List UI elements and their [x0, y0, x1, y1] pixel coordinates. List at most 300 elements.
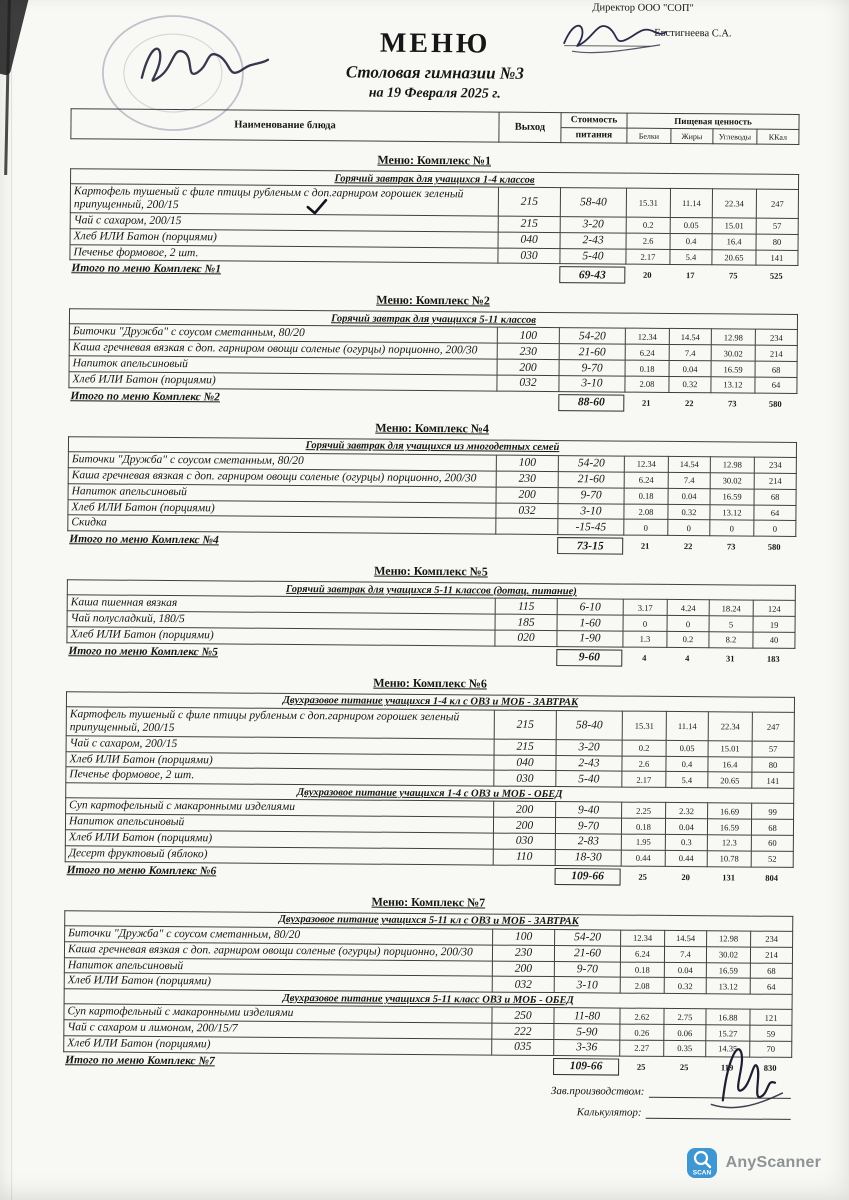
- total-protein: 21: [642, 397, 651, 408]
- kcal-cell: 214: [754, 473, 796, 489]
- total-label: Итого по меню Комплекс №2: [70, 390, 221, 404]
- carb-cell: 12.98: [707, 930, 751, 946]
- menu-complexes: [63, 150, 798, 1077]
- carb-cell: 16.69: [708, 803, 752, 819]
- fat-cell: 4.24: [667, 600, 709, 616]
- kcal-cell: 141: [752, 772, 794, 788]
- carb-cell: 13.12: [710, 504, 754, 520]
- carb-cell: 22.34: [712, 189, 756, 218]
- protein-cell: 0.18: [621, 818, 665, 834]
- total-cost: 88-60: [558, 394, 624, 412]
- carb-cell: 22.34: [708, 712, 752, 741]
- fat-cell: 7.4: [664, 946, 706, 962]
- carb-cell: 16.59: [711, 361, 755, 377]
- director-title: Директор ООО "СОП": [592, 2, 694, 15]
- output-cell: 215: [498, 187, 560, 216]
- kcal-cell: 64: [754, 505, 796, 521]
- dish-name-cell: Напиток апельсиновый: [64, 957, 492, 976]
- director-name: Евстигнеева С.А.: [654, 27, 732, 40]
- kcal-cell: 57: [752, 741, 794, 757]
- dish-name-cell: Хлеб ИЛИ Батон (порциями): [64, 1036, 492, 1055]
- complex-table: [68, 309, 798, 394]
- total-protein: 20: [643, 270, 652, 281]
- total-carb: 31: [726, 653, 735, 664]
- kcal-cell: 68: [750, 963, 792, 979]
- dish-name-cell: Суп картофельный с макаронными изделиями: [64, 1004, 492, 1023]
- dish-name-cell: Каша гречневая вязкая с доп. гарниром овощи соленые (огурцы) порционно, 200/30: [64, 941, 492, 960]
- total-cost: 73-15: [557, 537, 623, 555]
- kcal-cell: 124: [753, 600, 795, 616]
- kcal-cell: 214: [750, 947, 792, 963]
- carb-cell: 13.12: [711, 377, 755, 393]
- complex-title: Меню: Комплекс №5: [374, 563, 488, 579]
- cost-cell: 9-70: [555, 818, 621, 834]
- kcal-cell: 64: [755, 377, 797, 393]
- total-carb: 73: [728, 398, 737, 409]
- output-cell: 032: [496, 503, 558, 519]
- kcal-cell: 247: [756, 189, 798, 218]
- fat-cell: 11.14: [666, 711, 708, 740]
- kcal-cell: 0: [754, 520, 796, 536]
- carb-cell: 16.59: [707, 819, 751, 835]
- menu-complex: [63, 892, 792, 1077]
- carb-cell: 13.12: [706, 978, 750, 994]
- section-header: Двухразовое питание учащихся 5-11 класс ОВЗ и МОБ - ОБЕД: [64, 989, 792, 1010]
- total-label: Итого по меню Комплекс №7: [65, 1054, 215, 1068]
- protein-cell: 12.34: [625, 328, 669, 344]
- protein-cell: 6.24: [625, 344, 669, 360]
- svg-text:SCAN: SCAN: [692, 1169, 711, 1177]
- carb-cell: 16.4: [708, 756, 752, 772]
- carb-cell: 10.78: [707, 851, 751, 867]
- protein-cell: 2.62: [620, 1008, 664, 1024]
- cost-cell: 58-40: [556, 710, 622, 739]
- protein-cell: 0.2: [626, 217, 670, 233]
- fat-cell: 5.4: [666, 772, 708, 788]
- menu-complex: [69, 150, 798, 285]
- total-cost: 9-60: [556, 649, 622, 667]
- fat-cell: 0.32: [668, 504, 710, 520]
- fat-cell: 0: [668, 520, 710, 536]
- protein-cell: 0: [624, 519, 668, 535]
- output-cell: 032: [492, 976, 554, 992]
- complex-table: [66, 579, 796, 648]
- carb-cell: 30.02: [711, 345, 755, 361]
- cost-cell: 3-10: [554, 977, 620, 993]
- output-cell: 115: [495, 598, 557, 614]
- output-cell: 200: [494, 801, 556, 817]
- output-cell: 100: [493, 929, 555, 945]
- output-cell: 030: [493, 833, 555, 849]
- cost-cell: 3-20: [556, 739, 622, 755]
- cost-cell: 5-90: [554, 1024, 620, 1040]
- section-header: Двухразовое питание учащихся 1-4 с ОВЗ и МОБ - ОБЕД: [66, 783, 794, 804]
- cost-cell: 6-10: [557, 599, 623, 615]
- total-fat: 4: [685, 652, 690, 663]
- calculator-label: Калькулятор:: [576, 1106, 642, 1119]
- protein-cell: 2.17: [626, 249, 670, 265]
- anyscanner-watermark: [687, 1148, 821, 1178]
- dish-name-cell: Напиток апельсиновый: [68, 483, 496, 502]
- carb-cell: 12.3: [707, 835, 751, 851]
- total-fat: 22: [685, 397, 694, 409]
- total-kcal: 804: [765, 872, 779, 883]
- dish-name-cell: Хлеб ИЛИ Батон (порциями): [64, 973, 492, 992]
- output-cell: 032: [497, 375, 559, 391]
- protein-cell: 0.18: [624, 488, 668, 504]
- cost-cell: 9-70: [559, 360, 625, 376]
- manager-signature: [693, 1034, 790, 1115]
- cost-cell: 18-30: [555, 849, 621, 865]
- menu-content: [63, 108, 799, 1129]
- carb-cell: 20.65: [712, 249, 756, 265]
- output-cell: 035: [492, 1039, 554, 1055]
- dish-name-cell: Хлеб ИЛИ Батон (порциями): [69, 372, 497, 391]
- menu-table-header: [70, 108, 799, 145]
- menu-complex: [66, 561, 795, 667]
- output-cell: 230: [492, 945, 554, 961]
- dish-name-cell: Хлеб ИЛИ Батон (порциями): [66, 751, 494, 770]
- fat-cell: 0.04: [665, 819, 707, 835]
- carb-cell: 15.01: [712, 218, 756, 234]
- total-label: Итого по меню Комплекс №1: [71, 262, 222, 276]
- total-cost: 109-66: [553, 1058, 619, 1076]
- complex-title: Меню: Комплекс №2: [376, 293, 490, 308]
- total-row: [63, 1054, 791, 1077]
- cost-cell: 1-60: [557, 615, 623, 631]
- carb-cell: 15.27: [706, 1025, 750, 1041]
- kcal-cell: 68: [751, 819, 793, 835]
- kcal-cell: 57: [756, 218, 798, 234]
- doc-title: МЕНЮ: [379, 27, 491, 60]
- fat-cell: 11.14: [670, 188, 712, 217]
- kcal-cell: 234: [755, 329, 797, 345]
- cost-cell: 21-60: [558, 471, 624, 487]
- protein-cell: 0.18: [620, 962, 664, 978]
- output-cell: 030: [494, 770, 556, 786]
- col-header-carbs: Углеводы: [713, 129, 757, 144]
- dish-name-cell: Каша гречневая вязкая с доп. гарниром овощи соленые (огурцы) порционно, 200/30: [69, 340, 497, 359]
- dish-name-cell: Печенье формовое, 2 шт.: [70, 244, 498, 263]
- cost-cell: 54-20: [559, 328, 625, 344]
- cost-cell: 9-70: [558, 487, 624, 503]
- section-header: Горячий завтрак для учащихся 1-4 классов: [71, 169, 799, 190]
- complex-table: [63, 910, 793, 1058]
- output-cell: 020: [495, 630, 557, 646]
- total-row: [65, 864, 793, 887]
- anyscanner-icon: [687, 1148, 717, 1178]
- output-cell: 215: [498, 216, 560, 232]
- fat-cell: 5.4: [670, 249, 712, 265]
- output-cell: 215: [494, 739, 556, 755]
- fat-cell: 0.4: [670, 233, 712, 249]
- kcal-cell: 234: [751, 931, 793, 947]
- col-header-cost-bottom: питания: [561, 128, 627, 144]
- cost-cell: -15-45: [558, 519, 624, 535]
- fat-cell: 0.04: [664, 962, 706, 978]
- total-carb: 131: [722, 872, 736, 883]
- fat-cell: 0.2: [667, 631, 709, 647]
- fat-cell: 0: [667, 616, 709, 632]
- total-cost: 69-43: [559, 266, 625, 284]
- dish-name-cell: Напиток апельсиновый: [69, 356, 497, 375]
- anyscanner-label: AnyScanner: [725, 1154, 821, 1171]
- section-header: Двухразовое питание учащихся 1-4 кл с ОВЗ и МОБ - ЗАВТРАК: [66, 692, 794, 713]
- kcal-cell: 19: [753, 616, 795, 632]
- fat-cell: 0.32: [664, 978, 706, 994]
- dish-name-cell: Хлеб ИЛИ Батон (порциями): [70, 228, 498, 247]
- total-kcal: 580: [767, 541, 781, 553]
- dish-name-cell: Биточки "Дружба" с соусом сметанным, 80/20: [68, 452, 496, 471]
- kcal-cell: 52: [751, 851, 793, 867]
- protein-cell: 2.6: [622, 756, 666, 772]
- magnifier-icon: [687, 1148, 717, 1178]
- fat-cell: 0.3: [665, 834, 707, 850]
- col-header-dish: Наименование блюда: [71, 109, 499, 142]
- dish-name-cell: Хлеб ИЛИ Батон (порциями): [68, 499, 496, 518]
- fat-cell: 0.05: [670, 217, 712, 233]
- dish-name-cell: Суп картофельный с макаронными изделиями: [66, 798, 494, 817]
- output-cell: 200: [492, 961, 554, 977]
- protein-cell: 2.08: [620, 977, 664, 993]
- total-kcal: 830: [763, 1062, 777, 1073]
- title-block: [71, 25, 800, 105]
- total-row: [67, 533, 795, 556]
- output-cell: 100: [497, 327, 559, 343]
- protein-cell: 0: [623, 615, 667, 631]
- cost-cell: 21-60: [559, 344, 625, 360]
- menu-complex: [68, 291, 797, 413]
- dish-name-cell: Хлеб ИЛИ Батон (порциями): [67, 627, 495, 646]
- fat-cell: 14.54: [669, 329, 711, 345]
- cost-cell: 9-40: [556, 802, 622, 818]
- complex-title: Меню: Комплекс №7: [371, 894, 486, 910]
- total-label: Итого по меню Комплекс №5: [68, 645, 219, 659]
- dish-name-cell: Чай с сахаром, 200/15: [70, 212, 498, 231]
- total-protein: 25: [636, 1061, 646, 1072]
- carb-cell: 18.24: [709, 600, 753, 616]
- total-carb: 73: [726, 541, 736, 552]
- dish-name-cell: Биточки "Дружба" с соусом сметанным, 80/20: [69, 324, 497, 343]
- kcal-cell: 80: [756, 234, 798, 250]
- carb-cell: 12.98: [711, 329, 755, 345]
- carb-cell: 20.65: [708, 772, 752, 788]
- total-fat: 25: [679, 1061, 689, 1072]
- cost-cell: 2-83: [555, 834, 621, 850]
- cost-cell: 3-10: [558, 503, 624, 519]
- menu-complex: [67, 418, 796, 556]
- col-header-kcal: ККал: [757, 129, 799, 144]
- dish-name-cell: Чай с сахаром, 200/15: [66, 735, 494, 754]
- dish-name-cell: Картофель тушеный с филе птицы рубленым с доп.гарниром горошек зеленый припущенный, 200/15: [66, 707, 494, 739]
- fat-cell: 0.04: [669, 361, 711, 377]
- col-header-nutrition: Пищевая ценность: [627, 113, 799, 129]
- section-header: Горячий завтрак для учащихся 5-11 классов: [69, 309, 797, 330]
- total-label: Итого по меню Комплекс №6: [66, 863, 217, 878]
- protein-cell: 2.6: [626, 233, 670, 249]
- protein-cell: 6.24: [620, 946, 664, 962]
- output-cell: 040: [494, 755, 556, 771]
- output-cell: 100: [496, 455, 558, 471]
- kcal-cell: 99: [752, 803, 794, 819]
- total-label: Итого по меню Комплекс №4: [69, 533, 219, 547]
- total-kcal: 183: [766, 653, 780, 664]
- output-cell: 030: [498, 248, 560, 264]
- protein-cell: 12.34: [621, 930, 665, 946]
- kcal-cell: 121: [750, 1009, 792, 1025]
- protein-cell: 0.18: [625, 360, 669, 376]
- total-fat: 22: [683, 541, 693, 552]
- carb-cell: 16.88: [706, 1009, 750, 1025]
- protein-cell: 0.2: [622, 740, 666, 756]
- doc-date: на 19 Февраля 2025 г.: [368, 85, 501, 102]
- total-row: [66, 645, 794, 668]
- dish-name-cell: Каша пшенная вязкая: [67, 595, 495, 614]
- output-cell: 185: [495, 614, 557, 630]
- footer-block: [551, 1085, 791, 1120]
- kcal-cell: 70: [750, 1041, 792, 1057]
- complex-table: [67, 436, 797, 537]
- cost-cell: 54-20: [558, 455, 624, 471]
- carb-cell: 8.2: [709, 632, 753, 648]
- dish-name-cell: Печенье формовое, 2 шт.: [66, 767, 494, 786]
- fat-cell: 14.54: [665, 930, 707, 946]
- output-cell: 222: [492, 1023, 554, 1039]
- total-fat: 17: [686, 270, 695, 281]
- complex-table: [65, 691, 795, 868]
- output-cell: 110: [493, 849, 555, 865]
- total-protein: 4: [642, 652, 647, 663]
- fat-cell: 0.35: [664, 1040, 706, 1056]
- col-header-cost-top: Стоимость: [561, 113, 627, 129]
- fat-cell: 7.4: [668, 472, 710, 488]
- carb-cell: 12.98: [710, 457, 754, 473]
- output-cell: 230: [497, 343, 559, 359]
- cost-cell: 9-70: [554, 961, 620, 977]
- carb-cell: 16.4: [712, 233, 756, 249]
- kcal-cell: 64: [750, 978, 792, 994]
- dish-name-cell: Чай полусладкий, 180/5: [67, 611, 495, 630]
- protein-cell: 2.17: [622, 771, 666, 787]
- total-cost: 109-66: [555, 868, 621, 886]
- dish-name-cell: Каша гречневая вязкая с доп. гарниром овощи соленые (огурцы) порционно, 200/30: [68, 467, 496, 486]
- protein-cell: 1.3: [623, 631, 667, 647]
- total-kcal: 525: [769, 271, 783, 282]
- total-fat: 20: [681, 871, 690, 882]
- kcal-cell: 141: [756, 250, 798, 266]
- protein-cell: 12.34: [624, 456, 668, 472]
- complex-title: Меню: Комплекс №1: [377, 152, 492, 168]
- carb-cell: 16.59: [710, 488, 754, 504]
- kcal-cell: 234: [754, 457, 796, 473]
- kcal-cell: 60: [751, 835, 793, 851]
- carb-cell: 15.01: [708, 740, 752, 756]
- kcal-cell: 80: [752, 757, 794, 773]
- output-cell: [496, 518, 558, 534]
- fat-cell: 2.75: [664, 1009, 706, 1025]
- cost-cell: 2-43: [560, 232, 626, 248]
- dish-name-cell: Чай с сахаром и лимоном, 200/15/7: [64, 1020, 492, 1039]
- manager-label: Зав.производством:: [550, 1084, 645, 1098]
- kcal-cell: 214: [755, 345, 797, 361]
- protein-cell: 1.95: [621, 834, 665, 850]
- protein-cell: 0.44: [621, 850, 665, 866]
- carb-cell: 30.02: [710, 473, 754, 489]
- output-cell: 250: [492, 1007, 554, 1023]
- carb-cell: 16.59: [706, 962, 750, 978]
- fat-cell: 0.44: [665, 850, 707, 866]
- fat-cell: 0.32: [669, 376, 711, 392]
- protein-cell: 3.17: [623, 599, 667, 615]
- output-cell: 200: [497, 359, 559, 375]
- kcal-cell: 40: [753, 632, 795, 648]
- col-header-fats: Жиры: [671, 128, 713, 143]
- cost-cell: 58-40: [560, 188, 626, 217]
- protein-cell: 2.08: [625, 376, 669, 392]
- output-cell: 040: [498, 232, 560, 248]
- kcal-cell: 68: [755, 361, 797, 377]
- output-cell: 200: [496, 487, 558, 503]
- dish-name-cell: Биточки "Дружба" с соусом сметанным, 80/20: [65, 925, 493, 944]
- total-protein: 21: [640, 540, 650, 552]
- section-header: Горячий завтрак для учащихся из многодетных семей: [68, 437, 796, 458]
- total-row: [69, 263, 797, 286]
- menu-complex: [65, 673, 795, 887]
- cost-cell: 1-90: [557, 631, 623, 647]
- carb-cell: 30.02: [706, 946, 750, 962]
- total-carb: 119: [720, 1062, 734, 1073]
- fat-cell: 7.4: [669, 345, 711, 361]
- fat-cell: 0.04: [668, 488, 710, 504]
- complex-title: Меню: Комплекс №4: [375, 420, 489, 436]
- kcal-cell: 59: [750, 1025, 792, 1041]
- cost-cell: 5-40: [556, 771, 622, 787]
- fat-cell: 2.32: [666, 803, 708, 819]
- output-cell: 215: [494, 710, 556, 739]
- fat-cell: 0.06: [664, 1025, 706, 1041]
- carb-cell: 5: [709, 616, 753, 632]
- complex-table: [69, 168, 799, 266]
- output-cell: 200: [493, 817, 555, 833]
- protein-cell: 2.27: [620, 1040, 664, 1056]
- cost-cell: 3-10: [559, 376, 625, 392]
- dish-name-cell: Скидка: [68, 515, 496, 534]
- section-header: Горячий завтрак для учащихся 5-11 классов (дотац. питание): [67, 580, 795, 601]
- total-protein: 25: [638, 871, 647, 882]
- cost-cell: 2-43: [556, 755, 622, 771]
- protein-cell: 15.31: [622, 711, 666, 740]
- protein-cell: 15.31: [626, 188, 670, 217]
- cost-cell: 11-80: [554, 1008, 620, 1024]
- section-header: Двухразовое питание учащихся 5-11 кл с ОВЗ и МОБ - ЗАВТРАК: [65, 910, 793, 931]
- kcal-cell: 247: [752, 712, 794, 741]
- dish-name-cell: Хлеб ИЛИ Батон (порциями): [65, 830, 493, 849]
- protein-cell: 0.26: [620, 1024, 664, 1040]
- fat-cell: 0.4: [666, 756, 708, 772]
- fat-cell: 0.05: [666, 740, 708, 756]
- dish-name-cell: Десерт фруктовый (яблоко): [65, 846, 493, 865]
- dish-name-cell: Картофель тушеный с филе птицы рубленым с доп.гарниром горошек зеленый припущенный, 200/15: [70, 184, 498, 216]
- protein-cell: 6.24: [624, 472, 668, 488]
- total-carb: 75: [729, 270, 738, 281]
- total-kcal: 580: [768, 398, 782, 409]
- carb-cell: 14.35: [706, 1041, 750, 1057]
- protein-cell: 2.25: [622, 802, 666, 818]
- doc-subtitle: Столовая гимназии №3: [345, 62, 524, 83]
- cost-cell: 5-40: [560, 248, 626, 264]
- fat-cell: 14.54: [668, 456, 710, 472]
- cost-cell: 21-60: [554, 945, 620, 961]
